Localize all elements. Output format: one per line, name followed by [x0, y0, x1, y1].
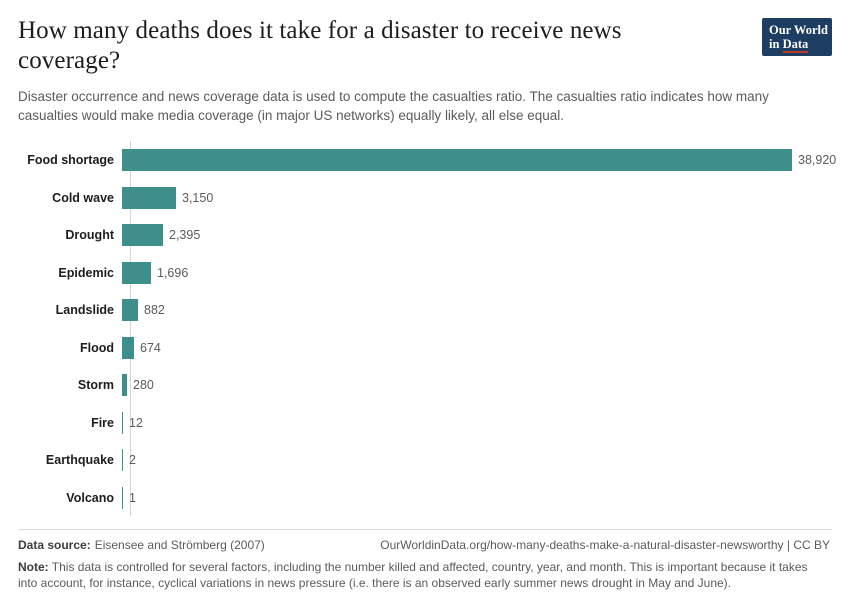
bar-container	[122, 329, 832, 367]
table-row[interactable]	[18, 216, 832, 254]
bar-fire[interactable]	[122, 412, 123, 434]
bar-value-label: 674	[140, 340, 161, 355]
chart-rows	[18, 141, 837, 516]
bar-food-shortage[interactable]	[122, 149, 792, 171]
chart-footer	[18, 529, 832, 592]
table-row[interactable]	[18, 479, 832, 517]
logo-line-1: Our World	[769, 23, 828, 37]
bar-container	[122, 179, 832, 217]
chart-header	[18, 16, 832, 75]
chart-subtitle: Disaster occurrence and news coverage data is used to compute the casualties ratio. The casualties ratio indicates how many casualties would make media coverage (in major US networks) equally likely, all else equal.	[18, 89, 769, 124]
bar-value-label: 2	[129, 453, 136, 468]
bar-container	[122, 441, 832, 479]
owid-logo[interactable]	[762, 18, 832, 56]
bar-value-label: 1,696	[157, 265, 189, 280]
bar-container	[122, 404, 832, 442]
table-row[interactable]	[18, 179, 832, 217]
bar-container	[122, 216, 832, 254]
note-text: This data is controlled for several factors, including the number killed and affected, country, year, and month. This is important because it takes into account, for instance, cyclical variations in news pressure (i.e. there is an observed early summer news drought in May and June).	[18, 559, 808, 591]
source-url[interactable]: OurWorldinData.org/how-many-deaths-make-a-natural-disaster-newsworthy | CC BY	[380, 537, 830, 552]
bar-value-label: 1	[129, 490, 136, 505]
bar-container	[122, 254, 832, 292]
category-label: Flood	[79, 340, 114, 355]
table-row[interactable]	[18, 329, 832, 367]
bar-epidemic[interactable]	[122, 262, 151, 284]
table-row[interactable]	[18, 404, 832, 442]
logo-data-text: Data	[782, 37, 809, 51]
bar-earthquake[interactable]	[122, 449, 123, 471]
source-text: Eisensee and Strömberg (2007)	[94, 537, 265, 552]
logo-in-text: in	[769, 37, 783, 51]
category-label: Earthquake	[45, 453, 114, 468]
bar-container	[122, 291, 832, 329]
category-label: Storm	[77, 378, 114, 393]
page-title: How many deaths does it take for a disaster to receive news coverage?	[18, 17, 622, 74]
logo-line-2	[769, 37, 832, 51]
table-row[interactable]	[18, 291, 832, 329]
bar-container	[122, 366, 832, 404]
category-label: Drought	[65, 228, 114, 243]
bar-value-label: 882	[144, 303, 165, 318]
category-label: Landslide	[55, 303, 114, 318]
table-row[interactable]	[18, 441, 832, 479]
bar-flood[interactable]	[122, 337, 134, 359]
bar-value-label: 38,920	[798, 153, 837, 168]
bar-container	[122, 479, 832, 517]
bar-landslide[interactable]	[122, 299, 138, 321]
bar-value-label: 280	[133, 378, 154, 393]
table-row[interactable]	[18, 141, 837, 179]
bar-value-label: 2,395	[169, 228, 201, 243]
bar-volcano[interactable]	[122, 487, 123, 509]
bar-value-label: 3,150	[182, 190, 214, 205]
note-label: Note:	[18, 559, 49, 574]
category-label: Fire	[91, 415, 114, 430]
source-label: Data source:	[18, 537, 91, 552]
category-label: Volcano	[66, 490, 114, 505]
category-label: Epidemic	[58, 265, 114, 280]
note-row	[18, 559, 808, 592]
bar-drought[interactable]	[122, 224, 163, 246]
bar-value-label: 12	[129, 415, 143, 430]
bar-chart	[18, 141, 837, 511]
table-row[interactable]	[18, 254, 832, 292]
bar-cold-wave[interactable]	[122, 187, 176, 209]
category-label: Food shortage	[27, 153, 114, 168]
footer-divider	[18, 529, 832, 530]
source-row	[18, 538, 832, 552]
bar-container	[122, 141, 836, 179]
bar-storm[interactable]	[122, 374, 127, 396]
table-row[interactable]	[18, 366, 832, 404]
category-label: Cold wave	[52, 190, 114, 205]
